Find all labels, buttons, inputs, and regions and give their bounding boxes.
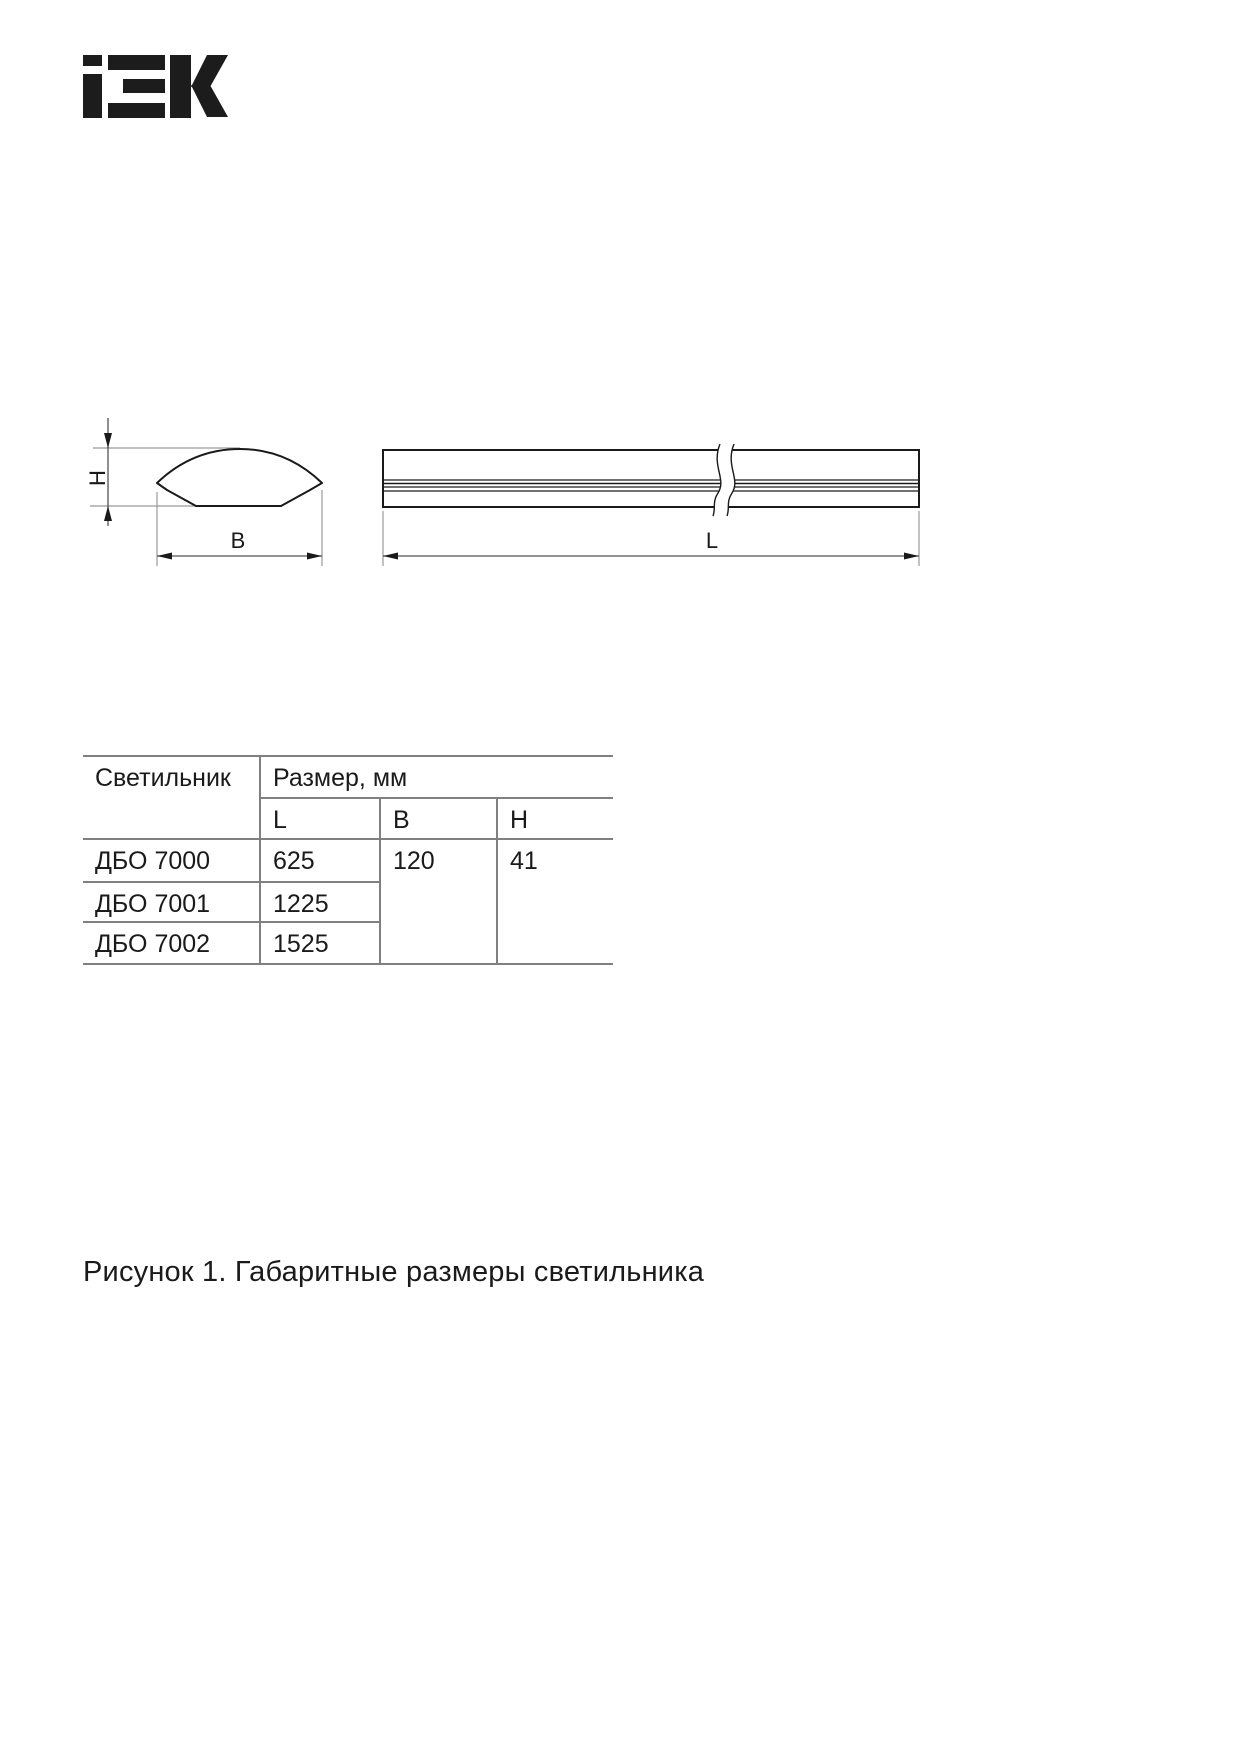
h-arrow-bottom (104, 506, 112, 521)
h-dimension-label: H (84, 470, 110, 486)
header-h: H (497, 798, 613, 839)
cell-l-dbo7001: 1225 (260, 882, 380, 922)
side-view-drawing (383, 444, 919, 566)
table-header-row-1 (83, 756, 613, 798)
l-arrow-right (904, 553, 919, 560)
cell-b-shared: 120 (380, 839, 497, 964)
cell-model-dbo7002: ДБО 7002 (83, 922, 260, 964)
l-dimension-label: L (705, 528, 719, 553)
cell-model-dbo7000: ДБО 7000 (83, 839, 260, 882)
cell-model-dbo7001: ДБО 7001 (83, 882, 260, 922)
b-dimension-label: B (230, 528, 246, 553)
b-arrow-left (157, 553, 172, 560)
dimensions-table (83, 755, 613, 965)
header-l: L (260, 798, 380, 839)
luminaire-body (383, 450, 919, 507)
cell-l-dbo7002: 1525 (260, 922, 380, 964)
figure-caption: Рисунок 1. Габаритные размеры светильника (83, 1256, 705, 1288)
cell-l-dbo7000: 625 (260, 839, 380, 882)
b-arrow-right (307, 553, 322, 560)
header-size-group: Размер, мм (260, 756, 613, 798)
l-arrow-left (383, 553, 398, 560)
header-b: B (380, 798, 497, 839)
luminaire-cross-section (157, 449, 322, 506)
h-arrow-top (104, 433, 112, 448)
table-row (83, 839, 613, 882)
cell-h-shared: 41 (510, 847, 538, 875)
header-luminaire: Светильник (83, 756, 260, 839)
front-view-drawing (85, 418, 322, 566)
